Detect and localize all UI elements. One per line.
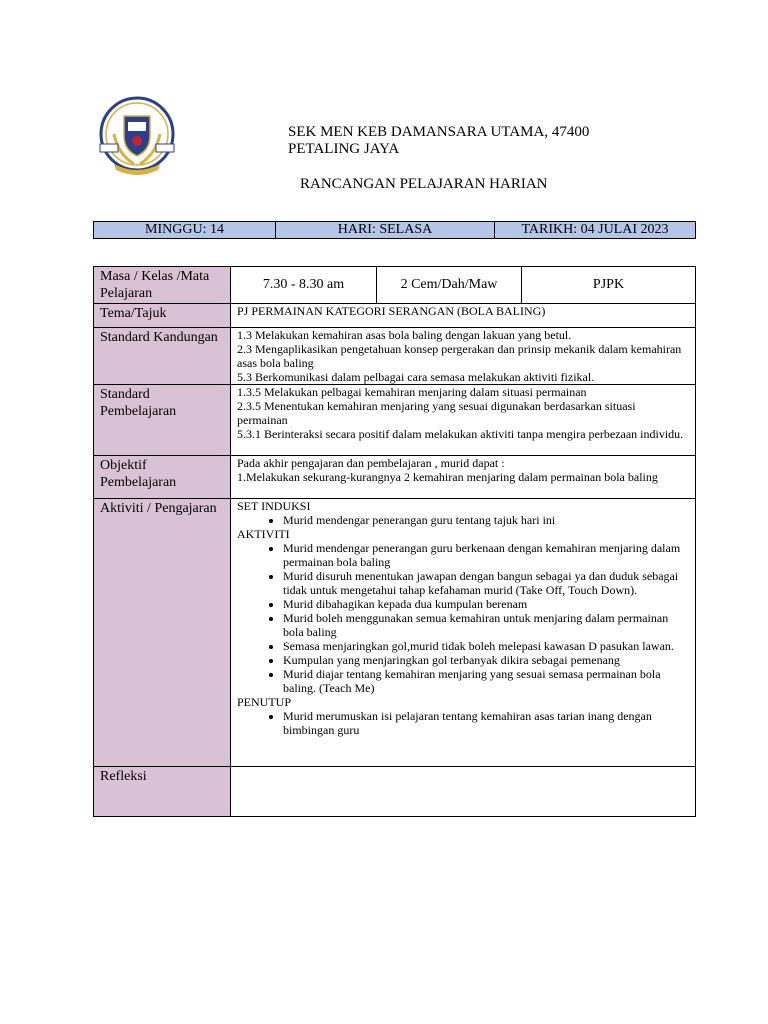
objektif-label: Objektif Pembelajaran xyxy=(94,456,231,499)
minggu-cell: MINGGU: 14 xyxy=(94,222,276,239)
class-cell: 2 Cem/Dah/Maw xyxy=(377,267,522,304)
list-item: • Murid disuruh menentukan jawapan dengan bangun sebagai ya dan duduk sebagai tidak untuk mengetahui tahap kefahaman murid (Take Off, Touch Down). xyxy=(283,569,689,597)
tema-label: Tema/Tajuk xyxy=(94,304,231,328)
sk-line: 1.3 Melakukan kemahiran asas bola baling dengan lakuan yang betul. xyxy=(237,328,572,342)
penutup-list xyxy=(237,709,689,737)
school-name xyxy=(288,124,589,158)
tema-value: PJ PERMAINAN KATEGORI SERANGAN (BOLA BALING) xyxy=(231,304,696,328)
list-item: • Kumpulan yang menjaringkan gol terbanyak dikira sebagai pemenang xyxy=(283,653,689,667)
list-item: • Murid merumuskan isi pelajaran tentang kemahiran asas tarian inang dengan bimbingan guru xyxy=(283,709,689,737)
list-item: • Murid diajar tentang kemahiran menjaring yang sesuai semasa permainan bola baling. (Teach Me) xyxy=(283,667,689,695)
sp-line: 1.3.5 Melakukan pelbagai kemahiran menjaring dalam situasi permainan xyxy=(237,385,587,399)
standard-pembelajaran-label: Standard Pembelajaran xyxy=(94,385,231,456)
list-item: • Murid mendengar penerangan guru tentang tajuk hari ini xyxy=(283,513,689,527)
list-item: • Murid dibahagikan kepada dua kumpulan berenam xyxy=(283,597,689,611)
standard-pembelajaran-value xyxy=(231,385,696,456)
objektif-value xyxy=(231,456,696,499)
school-name-line1: SEK MEN KEB DAMANSARA UTAMA, 47400 xyxy=(288,124,590,140)
penutup-heading: PENUTUP xyxy=(237,695,292,709)
sp-line: 2.3.5 Menentukan kemahiran menjaring yang sesuai digunakan berdasarkan situasi permainan xyxy=(237,399,636,427)
lesson-plan-table xyxy=(93,266,696,817)
school-crest-logo xyxy=(94,94,180,180)
refleksi-value[interactable] xyxy=(231,767,696,817)
sk-line: 2.3 Mengaplikasikan pengetahuan konsep pergerakan dan prinsip mekanik dalam kemahiran asas bola baling xyxy=(237,342,682,370)
list-item: • Semasa menjaringkan gol,murid tidak boleh melepasi kawasan D pasukan lawan. xyxy=(283,639,689,653)
sk-line: 5.3 Berkomunikasi dalam pelbagai cara semasa melakukan aktiviti fizikal. xyxy=(237,370,595,384)
set-induksi-heading: SET INDUKSI xyxy=(237,499,311,513)
set-induksi-list xyxy=(237,513,689,527)
list-item: • Murid boleh menggunakan semua kemahiran untuk menjaring dalam permainan bola baling xyxy=(283,611,689,639)
week-info-bar xyxy=(93,221,696,239)
aktiviti-label: Aktiviti / Pengajaran xyxy=(94,499,231,767)
obj-line: 1.Melakukan sekurang-kurangnya 2 kemahiran menjaring dalam permainan bola baling xyxy=(237,470,658,484)
standard-kandungan-label: Standard Kandungan xyxy=(94,328,231,385)
time-cell: 7.30 - 8.30 am xyxy=(231,267,377,304)
sp-line: 5.3.1 Berinteraksi secara positif dalam melakukan aktiviti tanpa mengira perbezaan individu. xyxy=(237,427,684,441)
subject-cell: PJPK xyxy=(522,267,696,304)
aktiviti-value xyxy=(231,499,696,767)
aktiviti-list xyxy=(237,541,689,695)
school-name-line2: PETALING JAYA xyxy=(288,141,400,157)
tarikh-cell: TARIKH: 04 JULAI 2023 xyxy=(495,222,696,239)
standard-kandungan-value xyxy=(231,328,696,385)
masa-label: Masa / Kelas /Mata Pelajaran xyxy=(94,267,231,304)
refleksi-label: Refleksi xyxy=(94,767,231,817)
aktiviti-heading: AKTIVITI xyxy=(237,527,290,541)
list-item: • Murid mendengar penerangan guru berkenaan dengan kemahiran menjaring dalam permainan bola baling xyxy=(283,541,689,569)
document-title: RANCANGAN PELAJARAN HARIAN xyxy=(300,176,548,192)
hari-cell: HARI: SELASA xyxy=(276,222,495,239)
obj-line: Pada akhir pengajaran dan pembelajaran , murid dapat : xyxy=(237,456,505,470)
